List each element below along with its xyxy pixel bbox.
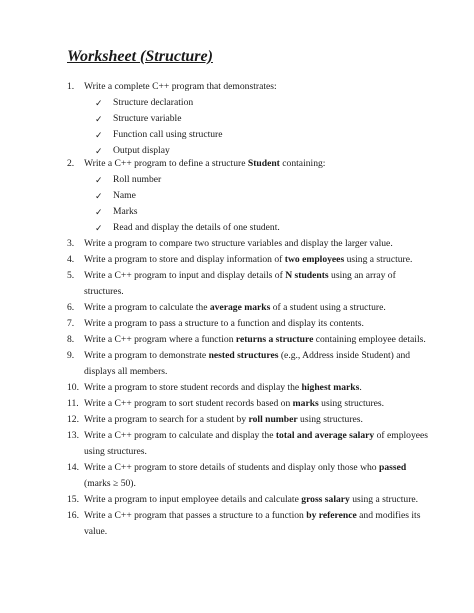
question-text: Write a C++ program where a function returns a structure containing employee details. xyxy=(84,334,426,345)
question-text: Write a program to input employee details and calculate gross salary using a structure. xyxy=(84,494,419,505)
question-number: 3. xyxy=(67,238,75,249)
sublist-item: Structure variable xyxy=(113,113,182,124)
question-text: Write a C++ program that passes a structure to a function by reference and modifies its xyxy=(84,510,421,521)
question-text: Write a C++ program to define a structure Student containing: xyxy=(84,158,326,169)
question-text: Write a C++ program to store details of students and display only those who passed xyxy=(84,462,407,473)
checkmark-icon: ✓ xyxy=(95,175,103,185)
question-text: displays all members. xyxy=(84,366,168,377)
question-text: Write a program to store student records and display the highest marks. xyxy=(84,382,362,393)
checkmark-icon: ✓ xyxy=(95,207,103,217)
sublist-item: Roll number xyxy=(113,174,162,185)
checkmark-icon: ✓ xyxy=(95,130,103,140)
question-text: Write a program to search for a student by roll number using structures. xyxy=(84,414,363,425)
sublist-item: Function call using structure xyxy=(113,129,223,140)
question-number: 10. xyxy=(67,382,79,393)
question-text: Write a program to compare two structure variables and display the larger value. xyxy=(84,238,393,249)
question-text: (marks ≥ 50). xyxy=(84,478,136,489)
checkmark-icon: ✓ xyxy=(95,146,103,156)
question-text: Write a program to demonstrate nested structures (e.g., Address inside Student) and xyxy=(84,350,411,361)
question-text: Write a program to calculate the average marks of a student using a structure. xyxy=(84,302,386,313)
sublist-item: Structure declaration xyxy=(113,97,194,108)
question-number: 7. xyxy=(67,318,75,329)
question-text: Write a C++ program to input and display details of N students using an array of xyxy=(84,270,396,281)
checkmark-icon: ✓ xyxy=(95,98,103,108)
question-number: 4. xyxy=(67,254,75,265)
sublist-item: Name xyxy=(113,190,136,201)
question-text: Write a complete C++ program that demonstrates: xyxy=(84,81,277,92)
question-text: value. xyxy=(84,526,108,537)
question-number: 1. xyxy=(67,81,75,92)
question-number: 9. xyxy=(67,350,75,361)
question-number: 11. xyxy=(67,398,79,409)
question-text: structures. xyxy=(84,286,124,297)
page-title: Worksheet (Structure) xyxy=(67,48,213,65)
question-number: 6. xyxy=(67,302,75,313)
question-number: 12. xyxy=(67,414,79,425)
sublist-item: Output display xyxy=(113,145,170,156)
question-text: Write a C++ program to sort student records based on marks using structures. xyxy=(84,398,385,409)
question-number: 8. xyxy=(67,334,75,345)
checkmark-icon: ✓ xyxy=(95,191,103,201)
question-number: 16. xyxy=(67,510,79,521)
question-text: Write a program to store and display information of two employees using a structure. xyxy=(84,254,413,265)
question-number: 13. xyxy=(67,430,79,441)
question-number: 15. xyxy=(67,494,79,505)
question-number: 2. xyxy=(67,158,75,169)
checkmark-icon: ✓ xyxy=(95,114,103,124)
question-number: 5. xyxy=(67,270,75,281)
question-text: Write a program to pass a structure to a function and display its contents. xyxy=(84,318,364,329)
question-number: 14. xyxy=(67,462,79,473)
question-text: Write a C++ program to calculate and display the total and average salary of employees xyxy=(84,430,429,441)
sublist-item: Read and display the details of one student. xyxy=(113,222,280,233)
question-text: using structures. xyxy=(84,446,147,457)
sublist-item: Marks xyxy=(113,206,138,217)
checkmark-icon: ✓ xyxy=(95,223,103,233)
